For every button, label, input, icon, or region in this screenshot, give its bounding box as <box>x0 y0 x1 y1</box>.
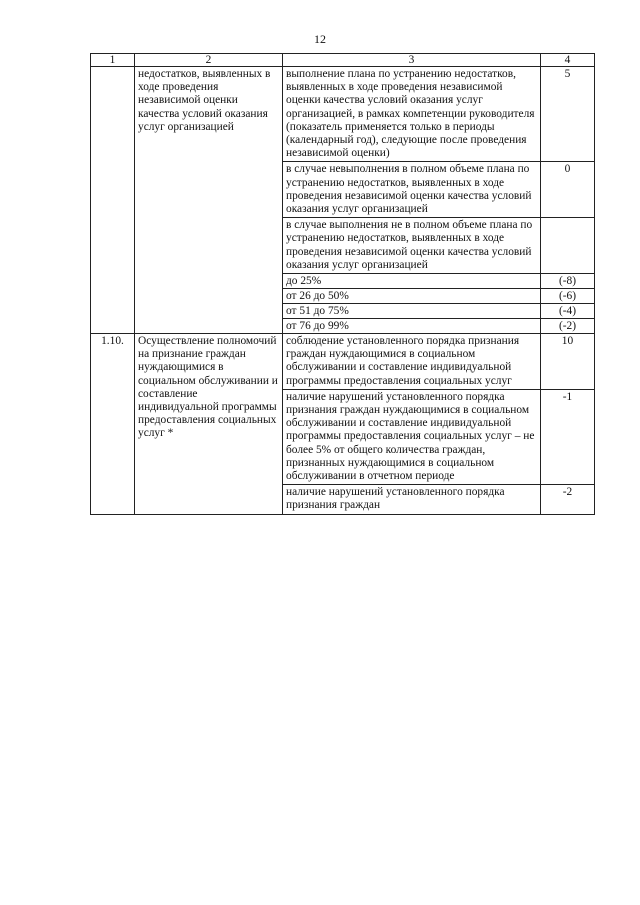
column-number-1: 1 <box>91 54 135 67</box>
criteria-table <box>90 53 595 515</box>
column-number-2: 2 <box>135 54 283 67</box>
score-cell: (-8) <box>541 274 595 289</box>
score-cell: 0 <box>541 162 595 218</box>
score-cell: -2 <box>541 485 595 514</box>
table-row <box>91 67 595 162</box>
criterion-cell: недостатков, выявленных в ходе проведения независимой оценки качества условий оказания услуг организацией <box>135 67 283 334</box>
indicator-cell: выполнение плана по устранению недостатков, выявленных в ходе проведения независимой оценки качества условий оказания услуг организацией, в рамках компетенции руководителя (показатель применяется только в периоды (календарный год), следующие после проведения независимой оценки) <box>283 67 541 162</box>
column-numbers-row <box>91 54 595 67</box>
score-cell: 5 <box>541 67 595 162</box>
score-cell: (-2) <box>541 319 595 334</box>
indicator-cell: от 76 до 99% <box>283 319 541 334</box>
indicator-cell: от 51 до 75% <box>283 304 541 319</box>
table-row <box>91 334 595 390</box>
indicator-cell: до 25% <box>283 274 541 289</box>
score-cell <box>541 218 595 274</box>
page-number: 12 <box>314 32 326 46</box>
indicator-cell: наличие нарушений установленного порядка признания граждан <box>283 485 541 514</box>
score-cell: 10 <box>541 334 595 390</box>
indicator-cell: в случае невыполнения в полном объеме плана по устранению недостатков, выявленных в ходе проведения независимой оценки качества условий оказания услуг организацией <box>283 162 541 218</box>
score-cell: (-4) <box>541 304 595 319</box>
indicator-cell: соблюдение установленного порядка признания граждан нуждающимися в социальном обслуживании и составление индивидуальной программы предоставления социальных услуг <box>283 334 541 390</box>
indicator-cell: в случае выполнения не в полном объеме плана по устранению недостатков, выявленных в ходе проведения независимой оценки качества условий оказания услуг организацией <box>283 218 541 274</box>
item-number-cell <box>91 67 135 334</box>
indicator-cell: от 26 до 50% <box>283 289 541 304</box>
criterion-cell: Осуществление полномочий на признание граждан нуждающимися в социальном обслуживании и составление индивидуальной программы предоставления социальных услуг * <box>135 334 283 515</box>
score-cell: (-6) <box>541 289 595 304</box>
score-cell: -1 <box>541 389 595 484</box>
indicator-cell: наличие нарушений установленного порядка признания граждан нуждающимися в социальном обслуживании и составление индивидуальной программы предоставления социальных услуг – не более 5% от общего количества граждан, признанных нуждающимися в социальном обслуживании в отчетном периоде <box>283 389 541 484</box>
column-number-3: 3 <box>283 54 541 67</box>
column-number-4: 4 <box>541 54 595 67</box>
item-number-cell: 1.10. <box>91 334 135 515</box>
